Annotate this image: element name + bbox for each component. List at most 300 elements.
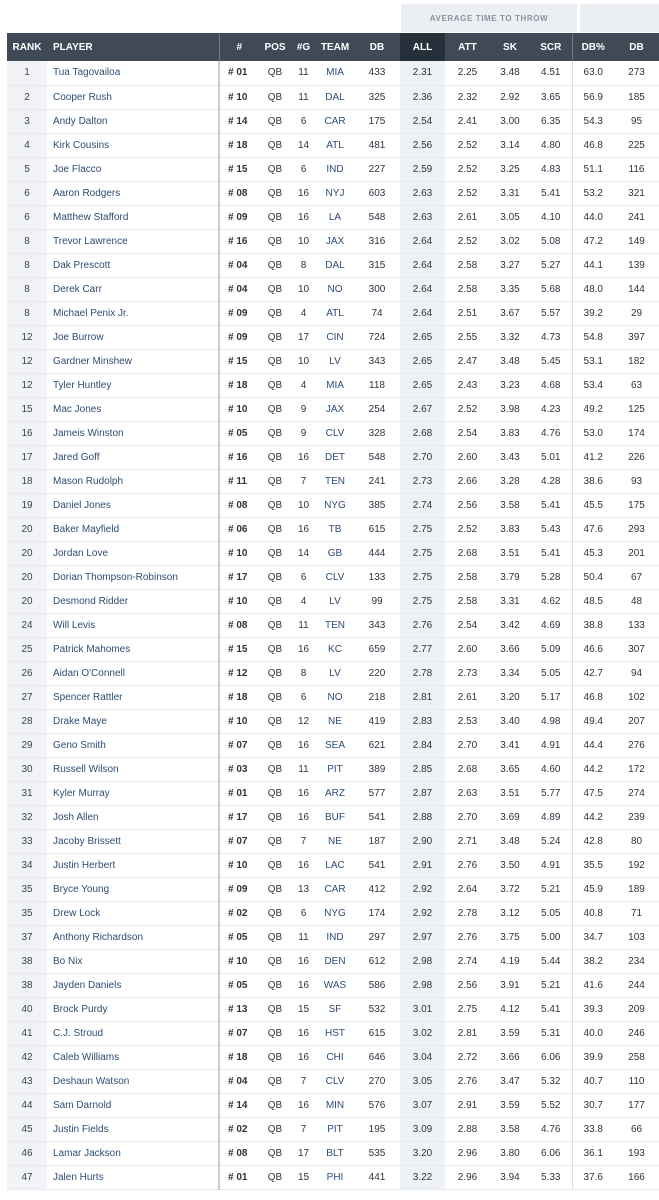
dropbacks-secondary-cell: 133 (614, 613, 659, 637)
position-cell: QB (259, 565, 291, 589)
games-cell: 10 (291, 277, 316, 301)
games-cell: 7 (291, 469, 316, 493)
table-row (7, 421, 659, 445)
dropbacks-cell: 541 (354, 805, 400, 829)
table-row (7, 877, 659, 901)
games-cell: 16 (291, 205, 316, 229)
team-link[interactable]: WAS (316, 973, 354, 997)
jersey-number-cell: # 14 (219, 1093, 259, 1117)
player-name-link[interactable]: Lamar Jackson (47, 1141, 219, 1165)
rank-cell: 5 (7, 157, 47, 181)
team-link[interactable]: JAX (316, 397, 354, 421)
dropbacks-cell: 481 (354, 133, 400, 157)
attempt-time-cell: 2.72 (445, 1045, 490, 1069)
all-time-cell: 2.78 (400, 661, 445, 685)
all-time-cell: 3.20 (400, 1141, 445, 1165)
player-name-link[interactable]: Brock Purdy (47, 997, 219, 1021)
jersey-number-cell: # 08 (219, 1141, 259, 1165)
dropbacks-secondary-cell: 225 (614, 133, 659, 157)
dropbacks-cell: 316 (354, 229, 400, 253)
table-row (7, 61, 659, 85)
position-cell: QB (259, 133, 291, 157)
team-link[interactable]: NYG (316, 901, 354, 925)
attempt-time-cell: 2.25 (445, 61, 490, 85)
sacks-column-header[interactable]: SK (490, 33, 530, 61)
player-name-link[interactable]: Joe Burrow (47, 325, 219, 349)
dropbacks-cell: 227 (354, 157, 400, 181)
dropbacks-column-header[interactable]: DB (354, 33, 400, 61)
dropbacks-cell: 576 (354, 1093, 400, 1117)
jersey-number-cell: # 15 (219, 637, 259, 661)
table-row (7, 589, 659, 613)
dropbacks-cell: 603 (354, 181, 400, 205)
player-column-header[interactable]: PLAYER (47, 33, 219, 61)
sack-time-cell: 3.66 (490, 1045, 530, 1069)
team-link[interactable]: LA (316, 205, 354, 229)
sack-time-cell: 2.92 (490, 85, 530, 109)
rank-cell: 35 (7, 877, 47, 901)
player-name-link[interactable]: Jalen Hurts (47, 1165, 219, 1189)
team-link[interactable]: DEN (316, 949, 354, 973)
rank-cell: 31 (7, 781, 47, 805)
team-link[interactable]: JAX (316, 229, 354, 253)
all-time-cell: 2.90 (400, 829, 445, 853)
attempt-time-cell: 2.91 (445, 1093, 490, 1117)
dropbacks-secondary-cell: 139 (614, 253, 659, 277)
team-link[interactable]: PHI (316, 1165, 354, 1189)
jersey-number-cell: # 05 (219, 421, 259, 445)
team-link[interactable]: DET (316, 445, 354, 469)
team-link[interactable]: DAL (316, 253, 354, 277)
scramble-time-cell: 5.00 (530, 925, 572, 949)
player-name-link[interactable]: Desmond Ridder (47, 589, 219, 613)
all-time-cell: 2.92 (400, 901, 445, 925)
all-time-cell: 2.67 (400, 397, 445, 421)
dropbacks-secondary-cell: 48 (614, 589, 659, 613)
player-name-link[interactable]: Josh Allen (47, 805, 219, 829)
position-cell: QB (259, 517, 291, 541)
jersey-number-cell: # 02 (219, 901, 259, 925)
games-cell: 10 (291, 229, 316, 253)
dropbacks-cell: 99 (354, 589, 400, 613)
dropbacks-secondary-cell: 67 (614, 565, 659, 589)
team-link[interactable]: LAC (316, 853, 354, 877)
jersey-number-cell: # 16 (219, 445, 259, 469)
games-cell: 16 (291, 733, 316, 757)
games-cell: 16 (291, 781, 316, 805)
team-link[interactable]: CIN (316, 325, 354, 349)
sack-time-cell: 3.23 (490, 373, 530, 397)
team-link[interactable]: BUF (316, 805, 354, 829)
team-link[interactable]: MIN (316, 1093, 354, 1117)
team-link[interactable]: BLT (316, 1141, 354, 1165)
dropback-pct-column-header[interactable]: DB% (572, 33, 614, 61)
attempt-time-cell: 2.76 (445, 853, 490, 877)
player-name-link[interactable]: Spencer Rattler (47, 685, 219, 709)
position-cell: QB (259, 805, 291, 829)
dropbacks-secondary-cell: 241 (614, 205, 659, 229)
sack-time-cell: 3.00 (490, 109, 530, 133)
dropbacks-secondary-cell: 193 (614, 1141, 659, 1165)
team-link[interactable]: LV (316, 589, 354, 613)
position-cell: QB (259, 829, 291, 853)
player-name-link[interactable]: Sam Darnold (47, 1093, 219, 1117)
dropbacks-secondary-cell: 182 (614, 349, 659, 373)
all-time-cell: 2.59 (400, 157, 445, 181)
dropbacks-cell: 612 (354, 949, 400, 973)
dropbacks-secondary-cell: 246 (614, 1021, 659, 1045)
dropbacks-secondary-cell: 29 (614, 301, 659, 325)
player-name-link[interactable]: Drake Maye (47, 709, 219, 733)
player-name-link[interactable]: Aidan O'Connell (47, 661, 219, 685)
dropback-pct-cell: 46.8 (572, 685, 614, 709)
team-link[interactable]: ATL (316, 133, 354, 157)
all-time-cell: 2.85 (400, 757, 445, 781)
dropbacks-secondary-cell: 189 (614, 877, 659, 901)
player-name-link[interactable]: Daniel Jones (47, 493, 219, 517)
rank-cell: 1 (7, 61, 47, 85)
dropbacks-cell: 615 (354, 517, 400, 541)
games-cell: 9 (291, 421, 316, 445)
team-link[interactable]: CAR (316, 109, 354, 133)
scramble-time-cell: 5.32 (530, 1069, 572, 1093)
team-link[interactable]: LV (316, 661, 354, 685)
jersey-number-cell: # 03 (219, 757, 259, 781)
player-name-link[interactable]: Michael Penix Jr. (47, 301, 219, 325)
jersey-number-cell: # 09 (219, 301, 259, 325)
games-cell: 17 (291, 325, 316, 349)
player-name-link[interactable]: Andy Dalton (47, 109, 219, 133)
position-cell: QB (259, 349, 291, 373)
jersey-number-cell: # 12 (219, 661, 259, 685)
player-name-link[interactable]: Will Levis (47, 613, 219, 637)
all-time-cell: 2.75 (400, 565, 445, 589)
position-cell: QB (259, 325, 291, 349)
player-name-link[interactable]: Tua Tagovailoa (47, 61, 219, 85)
player-name-link[interactable]: Anthony Richardson (47, 925, 219, 949)
games-cell: 16 (291, 445, 316, 469)
table-row (7, 901, 659, 925)
games-cell: 15 (291, 997, 316, 1021)
games-cell: 16 (291, 181, 316, 205)
scramble-time-cell: 4.28 (530, 469, 572, 493)
all-time-cell: 2.98 (400, 949, 445, 973)
jersey-number-cell: # 02 (219, 1117, 259, 1141)
dropbacks-cell: 586 (354, 973, 400, 997)
position-cell: QB (259, 397, 291, 421)
attempt-time-cell: 2.70 (445, 805, 490, 829)
dropbacks-secondary-cell: 192 (614, 853, 659, 877)
all-column-header[interactable]: ALL (400, 33, 445, 61)
player-name-link[interactable]: C.J. Stroud (47, 1021, 219, 1045)
attempt-time-cell: 2.88 (445, 1117, 490, 1141)
team-link[interactable]: LV (316, 349, 354, 373)
player-name-link[interactable]: Justin Herbert (47, 853, 219, 877)
player-name-link[interactable]: Bo Nix (47, 949, 219, 973)
player-name-link[interactable]: Jared Goff (47, 445, 219, 469)
position-cell: QB (259, 493, 291, 517)
jersey-number-cell: # 01 (219, 1165, 259, 1189)
jersey-number-cell: # 06 (219, 517, 259, 541)
games-cell: 16 (291, 973, 316, 997)
player-name-link[interactable]: Matthew Stafford (47, 205, 219, 229)
player-name-link[interactable]: Patrick Mahomes (47, 637, 219, 661)
position-column-header[interactable]: POS (259, 33, 291, 61)
rank-cell: 41 (7, 1021, 47, 1045)
sack-time-cell: 3.50 (490, 853, 530, 877)
player-name-link[interactable]: Derek Carr (47, 277, 219, 301)
player-name-link[interactable]: Dak Prescott (47, 253, 219, 277)
attempt-time-cell: 2.43 (445, 373, 490, 397)
position-cell: QB (259, 637, 291, 661)
player-name-link[interactable]: Deshaun Watson (47, 1069, 219, 1093)
player-name-link[interactable]: Kyler Murray (47, 781, 219, 805)
games-cell: 11 (291, 85, 316, 109)
scramble-time-cell: 5.24 (530, 829, 572, 853)
dropbacks-cell: 270 (354, 1069, 400, 1093)
dropbacks-cell: 175 (354, 109, 400, 133)
all-time-cell: 2.91 (400, 853, 445, 877)
table-row (7, 613, 659, 637)
sack-time-cell: 3.51 (490, 541, 530, 565)
rank-cell: 20 (7, 517, 47, 541)
dropback-pct-cell: 47.5 (572, 781, 614, 805)
team-link[interactable]: TEN (316, 469, 354, 493)
team-link[interactable]: NO (316, 277, 354, 301)
all-time-cell: 3.22 (400, 1165, 445, 1189)
attempt-time-cell: 2.68 (445, 541, 490, 565)
all-time-cell: 3.04 (400, 1045, 445, 1069)
sack-time-cell: 3.80 (490, 1141, 530, 1165)
sack-time-cell: 3.75 (490, 925, 530, 949)
jersey-column-header[interactable]: # (219, 33, 259, 61)
team-link[interactable]: IND (316, 157, 354, 181)
player-name-link[interactable]: Dorian Thompson-Robinson (47, 565, 219, 589)
jersey-number-cell: # 10 (219, 85, 259, 109)
games-cell: 16 (291, 805, 316, 829)
team-link[interactable]: KC (316, 637, 354, 661)
scramble-time-cell: 4.83 (530, 157, 572, 181)
table-row (7, 733, 659, 757)
team-link[interactable]: MIA (316, 61, 354, 85)
team-link[interactable]: NE (316, 709, 354, 733)
dropbacks-cell: 118 (354, 373, 400, 397)
player-name-link[interactable]: Jayden Daniels (47, 973, 219, 997)
scrambles-column-header[interactable]: SCR (530, 33, 572, 61)
attempt-time-cell: 2.96 (445, 1165, 490, 1189)
scramble-time-cell: 4.60 (530, 757, 572, 781)
all-time-cell: 2.87 (400, 781, 445, 805)
dropback-pct-cell: 41.6 (572, 973, 614, 997)
attempt-time-cell: 2.58 (445, 565, 490, 589)
sack-time-cell: 3.98 (490, 397, 530, 421)
table-header-row (7, 33, 659, 61)
dropback-pct-cell: 45.9 (572, 877, 614, 901)
rank-cell: 20 (7, 565, 47, 589)
team-link[interactable]: ARZ (316, 781, 354, 805)
rank-cell: 8 (7, 277, 47, 301)
team-link[interactable]: HST (316, 1021, 354, 1045)
games-cell: 6 (291, 565, 316, 589)
jersey-number-cell: # 16 (219, 229, 259, 253)
player-name-link[interactable]: Jameis Winston (47, 421, 219, 445)
all-time-cell: 2.31 (400, 61, 445, 85)
jersey-number-cell: # 01 (219, 61, 259, 85)
all-time-cell: 2.64 (400, 253, 445, 277)
sack-time-cell: 3.14 (490, 133, 530, 157)
team-column-header[interactable]: TEAM (316, 33, 354, 61)
attempt-time-cell: 2.47 (445, 349, 490, 373)
team-link[interactable]: NE (316, 829, 354, 853)
player-name-link[interactable]: Justin Fields (47, 1117, 219, 1141)
dropback-pct-cell: 42.7 (572, 661, 614, 685)
team-link[interactable]: CLV (316, 565, 354, 589)
games-cell: 11 (291, 757, 316, 781)
position-cell: QB (259, 997, 291, 1021)
player-name-link[interactable]: Geno Smith (47, 733, 219, 757)
table-row (7, 541, 659, 565)
position-cell: QB (259, 205, 291, 229)
dropbacks-secondary-cell: 149 (614, 229, 659, 253)
column-group-header-row (0, 0, 659, 32)
sack-time-cell: 3.59 (490, 1093, 530, 1117)
player-name-link[interactable]: Jacoby Brissett (47, 829, 219, 853)
position-cell: QB (259, 445, 291, 469)
scramble-time-cell: 5.45 (530, 349, 572, 373)
player-name-link[interactable]: Russell Wilson (47, 757, 219, 781)
player-name-link[interactable]: Trevor Lawrence (47, 229, 219, 253)
scramble-time-cell: 4.91 (530, 733, 572, 757)
table-row (7, 253, 659, 277)
dropback-pct-cell: 54.8 (572, 325, 614, 349)
player-name-link[interactable]: Drew Lock (47, 901, 219, 925)
scramble-time-cell: 5.44 (530, 949, 572, 973)
rank-cell: 34 (7, 853, 47, 877)
jersey-number-cell: # 10 (219, 949, 259, 973)
player-name-link[interactable]: Mac Jones (47, 397, 219, 421)
all-time-cell: 2.54 (400, 109, 445, 133)
games-cell: 13 (291, 877, 316, 901)
scramble-time-cell: 4.68 (530, 373, 572, 397)
team-link[interactable]: TB (316, 517, 354, 541)
attempt-time-cell: 2.52 (445, 133, 490, 157)
scramble-time-cell: 4.91 (530, 853, 572, 877)
attempt-time-cell: 2.76 (445, 1069, 490, 1093)
games-cell: 4 (291, 301, 316, 325)
team-link[interactable]: SEA (316, 733, 354, 757)
player-name-link[interactable]: Tyler Huntley (47, 373, 219, 397)
team-link[interactable]: NYJ (316, 181, 354, 205)
jersey-number-cell: # 07 (219, 1021, 259, 1045)
team-link[interactable]: PIT (316, 757, 354, 781)
team-link[interactable]: TEN (316, 613, 354, 637)
player-name-link[interactable]: Mason Rudolph (47, 469, 219, 493)
player-name-link[interactable]: Gardner Minshew (47, 349, 219, 373)
dropback-pct-cell: 45.3 (572, 541, 614, 565)
attempt-time-cell: 2.70 (445, 733, 490, 757)
rank-cell: 17 (7, 445, 47, 469)
all-time-cell: 2.73 (400, 469, 445, 493)
sack-time-cell: 3.31 (490, 181, 530, 205)
dropbacks-cell: 441 (354, 1165, 400, 1189)
games-cell: 4 (291, 589, 316, 613)
team-link[interactable]: PIT (316, 1117, 354, 1141)
team-link[interactable]: MIA (316, 373, 354, 397)
dropbacks-cell: 535 (354, 1141, 400, 1165)
player-name-link[interactable]: Joe Flacco (47, 157, 219, 181)
dropback-pct-cell: 47.6 (572, 517, 614, 541)
team-link[interactable]: ATL (316, 301, 354, 325)
dropback-pct-cell: 44.2 (572, 757, 614, 781)
team-link[interactable]: IND (316, 925, 354, 949)
scramble-time-cell: 4.10 (530, 205, 572, 229)
dropbacks-cell: 615 (354, 1021, 400, 1045)
dropback-pct-cell: 37.6 (572, 1165, 614, 1189)
attempts-column-header[interactable]: ATT (445, 33, 490, 61)
dropback-pct-cell: 38.8 (572, 613, 614, 637)
team-link[interactable]: CLV (316, 1069, 354, 1093)
sack-time-cell: 3.48 (490, 349, 530, 373)
rank-cell: 46 (7, 1141, 47, 1165)
games-column-header[interactable]: #G (291, 33, 316, 61)
rank-cell: 6 (7, 181, 47, 205)
player-name-link[interactable]: Baker Mayfield (47, 517, 219, 541)
team-link[interactable]: NYG (316, 493, 354, 517)
player-name-link[interactable]: Jordan Love (47, 541, 219, 565)
sack-time-cell: 3.31 (490, 589, 530, 613)
team-link[interactable]: CHI (316, 1045, 354, 1069)
table-row (7, 1165, 659, 1189)
rank-cell: 2 (7, 85, 47, 109)
scramble-time-cell: 4.89 (530, 805, 572, 829)
dropbacks-secondary-cell: 102 (614, 685, 659, 709)
team-link[interactable]: CLV (316, 421, 354, 445)
team-link[interactable]: GB (316, 541, 354, 565)
player-name-link[interactable]: Bryce Young (47, 877, 219, 901)
dropbacks-cell: 297 (354, 925, 400, 949)
table-row (7, 685, 659, 709)
games-cell: 7 (291, 1069, 316, 1093)
all-time-cell: 2.64 (400, 229, 445, 253)
player-name-link[interactable]: Cooper Rush (47, 85, 219, 109)
dropbacks-secondary-column-header[interactable]: DB (614, 33, 659, 61)
position-cell: QB (259, 1045, 291, 1069)
scramble-time-cell: 5.41 (530, 181, 572, 205)
games-cell: 8 (291, 661, 316, 685)
player-name-link[interactable]: Aaron Rodgers (47, 181, 219, 205)
dropback-pct-cell: 48.0 (572, 277, 614, 301)
all-time-cell: 3.07 (400, 1093, 445, 1117)
player-name-link[interactable]: Caleb Williams (47, 1045, 219, 1069)
attempt-time-cell: 2.61 (445, 685, 490, 709)
position-cell: QB (259, 925, 291, 949)
dropbacks-secondary-cell: 293 (614, 517, 659, 541)
team-link[interactable]: SF (316, 997, 354, 1021)
rank-cell: 38 (7, 973, 47, 997)
team-link[interactable]: NO (316, 685, 354, 709)
rank-cell: 12 (7, 373, 47, 397)
position-cell: QB (259, 1069, 291, 1093)
team-link[interactable]: CAR (316, 877, 354, 901)
rank-column-header[interactable]: RANK (7, 33, 47, 61)
rank-cell: 8 (7, 229, 47, 253)
player-name-link[interactable]: Kirk Cousins (47, 133, 219, 157)
games-cell: 12 (291, 709, 316, 733)
dropbacks-cell: 325 (354, 85, 400, 109)
team-link[interactable]: DAL (316, 85, 354, 109)
dropbacks-cell: 385 (354, 493, 400, 517)
attempt-time-cell: 2.58 (445, 277, 490, 301)
